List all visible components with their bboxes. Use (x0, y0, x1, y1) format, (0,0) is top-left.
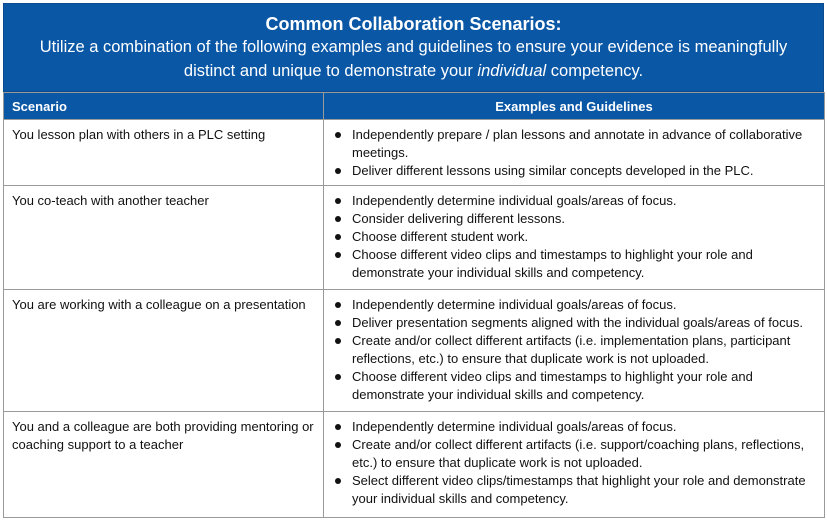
table-header-row (4, 93, 825, 120)
guideline-item: Independently prepare / plan lessons and annotate in advance of collaborative meetings. (332, 126, 814, 162)
guidelines-cell (324, 186, 825, 290)
guideline-item: Independently determine individual goals/areas of focus. (332, 296, 814, 314)
collaboration-scenarios-document (3, 3, 824, 518)
table-row (4, 120, 825, 186)
table-row (4, 412, 825, 518)
guideline-list (332, 296, 814, 404)
guideline-list (332, 126, 814, 180)
page-title: Common Collaboration Scenarios: (265, 14, 562, 34)
subtitle-emphasis: individual (477, 62, 547, 80)
page-subtitle (4, 35, 823, 83)
guideline-item: Select different video clips/timestamps that highlight your role and demonstrate your individual skills and competency. (332, 472, 814, 508)
guidelines-cell (324, 412, 825, 518)
guideline-item: Choose different video clips and timestamps to highlight your role and demonstrate your individual skills and competency. (332, 368, 814, 404)
guideline-list (332, 192, 814, 282)
scenario-cell: You and a colleague are both providing mentoring or coaching support to a teacher (4, 412, 324, 518)
subtitle-text-start: Utilize a combination of the following examples and guidelines to ensure your evidence is meaningfully distinct and unique to demonstrate your (39, 38, 788, 80)
scenario-cell: You co-teach with another teacher (4, 186, 324, 290)
guidelines-cell (324, 290, 825, 412)
header-banner (3, 3, 824, 92)
subtitle-text-end: competency. (546, 62, 644, 80)
table-row (4, 186, 825, 290)
table-row (4, 290, 825, 412)
guideline-item: Independently determine individual goals/areas of focus. (332, 192, 814, 210)
guideline-item: Choose different student work. (332, 228, 814, 246)
guideline-item: Create and/or collect different artifacts (i.e. support/coaching plans, reflections, etc.) to ensure that duplicate work is not uploaded. (332, 436, 814, 472)
guideline-list (332, 418, 814, 508)
guideline-item: Deliver presentation segments aligned with the individual goals/areas of focus. (332, 314, 814, 332)
guidelines-cell (324, 120, 825, 186)
column-header-scenario: Scenario (4, 93, 324, 120)
guideline-item: Consider delivering different lessons. (332, 210, 814, 228)
scenario-cell: You are working with a colleague on a presentation (4, 290, 324, 412)
column-header-guidelines: Examples and Guidelines (324, 93, 825, 120)
guideline-item: Independently determine individual goals/areas of focus. (332, 418, 814, 436)
guideline-item: Choose different video clips and timestamps to highlight your role and demonstrate your individual skills and competency. (332, 246, 814, 282)
guideline-item: Create and/or collect different artifacts (i.e. implementation plans, participant reflections, etc.) to ensure that duplicate work is not uploaded. (332, 332, 814, 368)
scenario-cell: You lesson plan with others in a PLC setting (4, 120, 324, 186)
scenarios-table (3, 92, 825, 518)
guideline-item: Deliver different lessons using similar concepts developed in the PLC. (332, 162, 814, 180)
